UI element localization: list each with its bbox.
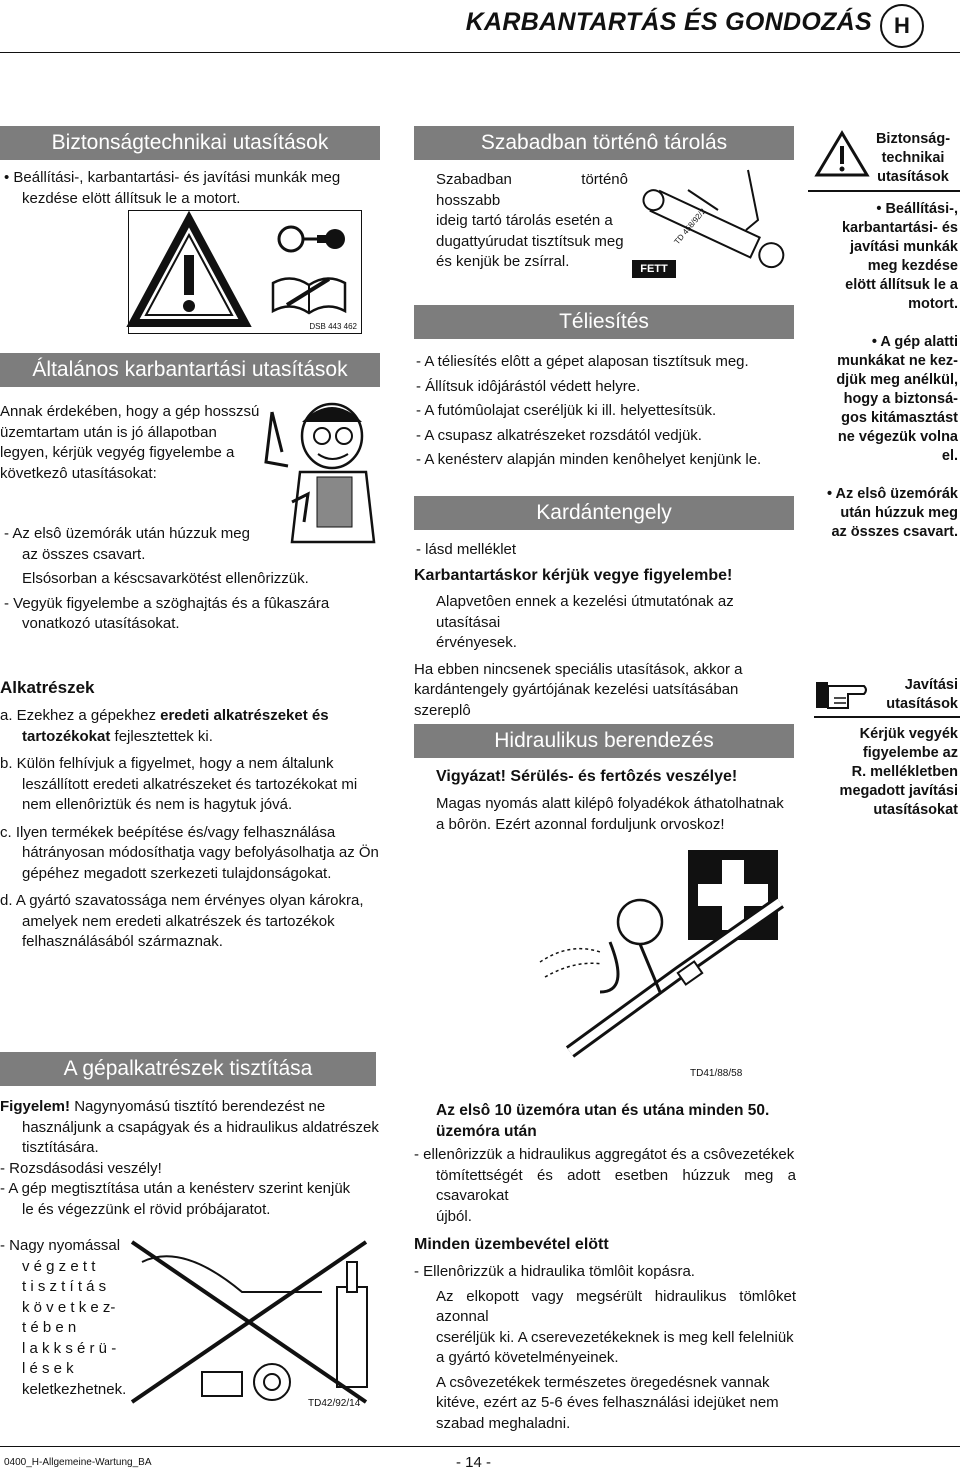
- footer-doc-code: 0400_H-Allgemeine-Wartung_BA: [4, 1457, 152, 1468]
- hydraulic-warning: Vigyázat! Sérülés- és fertôzés veszélye!: [436, 768, 738, 785]
- footer-rule: [0, 1446, 960, 1447]
- sidebar-safety-title: Biztonság- technikai utasítások: [875, 131, 951, 185]
- parts-text: a. Ezekhez a gépekhez eredeti alkatrészeket és tartozékokat fejlesztettek ki. b. Külön felhívjuk a figyelmet, hogy a nem általunk leszállított eredeti alkatrészeket és tartozékokat mi nem ellenôriztük és nem is hagytuk jóvá. c. Ilyen termékek beépítése és/vagy felhasználása hátrányosan módosíthatja vagy befolyásolhatja az Ön gépéhez megadott szerkezeti tulajdonságokat. d. A gyártó szavatossága nem érvényes olyan károkra, amelyek nem eredeti alkatrészek és tartozékok felhasználásából származnak.: [0, 707, 379, 950]
- safety-bullet: • Beállítási-, karbantartási- és javítási munkák meg kezdése elött állítsuk le a motort.: [4, 169, 341, 207]
- section-title-cleaning: A gépalkatrészek tisztítása: [0, 1052, 376, 1086]
- storage-figure-code: TD 458/92/2: [672, 206, 708, 247]
- general-items: - Az elsô üzemórák után húzzuk meg az összes csavart. Elsósorban a késcsavarkötést ellenôrizzük. - Vegyük figyelembe a szöghajtás és a fûkaszára vonatkozó utasításokat.: [4, 525, 330, 632]
- cleaning-text: Figyelem! Nagynyomású tisztító berendezést ne használjunk a csapágyak és a hidraulikus aldatrészek tisztítására. - Rozsdásodási veszély! - A gép megtisztítása után a kenésterv szerint kenjük le és végezzünk el rövid próbájaratot.: [0, 1098, 379, 1218]
- fett-label: FETT: [632, 260, 676, 278]
- cleaning-figure-code: TD42/92/14: [308, 1398, 361, 1409]
- pointing-hand-icon: [814, 678, 870, 712]
- sidebar-rule-repair: [814, 716, 960, 718]
- hydraulic-figure-code: TD41/88/58: [690, 1068, 743, 1079]
- winter-items: - A téliesítés elôtt a gépet alaposan tisztítsuk meg. - Állítsuk idôjárástól védett helyre. - A futómûolajat cseréljük ki ill. helyettesítsük. - A csupasz alkatrészeket rozsdától vedjük. - A kenésterv alapján minden kenôhelyet kenjünk le.: [416, 353, 762, 468]
- interval-heading: Az elsô 10 üzemóra utan és utána minden 50. üzemóra után: [436, 1102, 770, 1140]
- sidebar-bullet-3: • Az elsô üzemórák után húzzuk meg az összes csavart.: [826, 486, 958, 540]
- cardan-text: Alapvetôen ennek a kezelési útmutatónak az utasításai érvényesek. Ha ebben nincsenek speciális utasítások, akkor a kardántengely gyártójának kezelési uatsításában szereplô: [414, 593, 743, 719]
- header-rule: [0, 52, 960, 53]
- section-title-safety: Biztonságtechnikai utasítások: [0, 126, 380, 160]
- before-use-items: - Ellenôrizzük a hidraulika tömlôit kopásra. Az elkopott vagy megsérült hidraulikus tömlôket azonnal cseréljük ki. A cserevezetékeknek is meg kell felelniük a gyártó követelményeinek. A csôvezetékek természetes öregedésnek vannak kitéve, ezért az 5-6 éves felhasználási idejüket nem szabad meghaladni.: [414, 1263, 796, 1432]
- cleaning-lacquer-text: - Nagy nyomással v é g z e t t t i s z t í t á s k ö v e t k e z- t é b e n l a k k s é r ü - l é s e k keletkezhetnek.: [0, 1237, 127, 1398]
- page-header-title: KARBANTARTÁS ÉS GONDOZÁS: [465, 8, 872, 36]
- section-title-winter: Téliesítés: [414, 305, 794, 339]
- footer-page-number: - 14 -: [456, 1454, 492, 1471]
- sidebar-bullet-1: • Beállítási-, karbantartási- és javítási munkák meg kezdése elött állítsuk le a motort.: [841, 201, 958, 312]
- manual-book-icon: [269, 271, 349, 317]
- section-letter-badge: H: [880, 4, 924, 48]
- before-use-heading: Minden üzembevétel elött: [414, 1236, 609, 1253]
- storage-text: Szabadban történô hosszabb ideig tartó tárolás esetén a dugattyúrudat tisztítsuk meg és kenjük be zsírral.: [436, 171, 628, 270]
- no-pressure-washer-figure: [122, 1232, 372, 1412]
- hydraulic-text: Magas nyomás alatt kilépô folyadékok áthatolhatnak a bôrön. Ezért azonnal forduljunk orvoskoz!: [436, 795, 784, 833]
- parts-title: Alkatrészek: [0, 678, 95, 697]
- injury-first-aid-figure: [540, 842, 780, 1082]
- section-title-general: Általános karbantartási utasítások: [0, 353, 380, 387]
- sidebar-repair-title: Javítási utasítások: [886, 677, 958, 712]
- cardan-item: - lásd melléklet: [416, 541, 517, 558]
- safety-figure: [128, 210, 362, 334]
- safety-figure-code: DSB 443 462: [309, 322, 357, 331]
- sidebar-bullet-2: • A gép alatti munkákat ne kez- djük meg anélkül, hogy a biztonsá- gos kitámasztást ne végezük volna el.: [836, 334, 958, 464]
- interval-items: - ellenôrizzük a hidraulikus aggregátot és a csôvezetékek tömítettségét és adott esetben húzzuk meg a csavarokat újból.: [414, 1146, 796, 1225]
- sidebar-rule-top: [808, 190, 960, 192]
- section-title-hydraulic: Hidraulikus berendezés: [414, 724, 794, 758]
- cardan-heading: Karbantartáskor kérjük vegye figyelembe!: [414, 567, 733, 584]
- section-title-storage: Szabadban történô tárolás: [414, 126, 794, 160]
- sidebar-repair-text: Kérjük vegyék figyelembe az R. mellékletben megadott javítási utasításokat: [839, 726, 958, 818]
- section-title-cardan: Kardántengely: [414, 496, 794, 530]
- general-intro: Annak érdekében, hogy a gép hosszsú üzemtartam után is jó állapotban legyen, kérjük vegyég figyelembe a következô utasításokat:: [0, 403, 260, 482]
- warning-triangle-small-icon: [814, 130, 870, 178]
- key-icon: [277, 219, 357, 263]
